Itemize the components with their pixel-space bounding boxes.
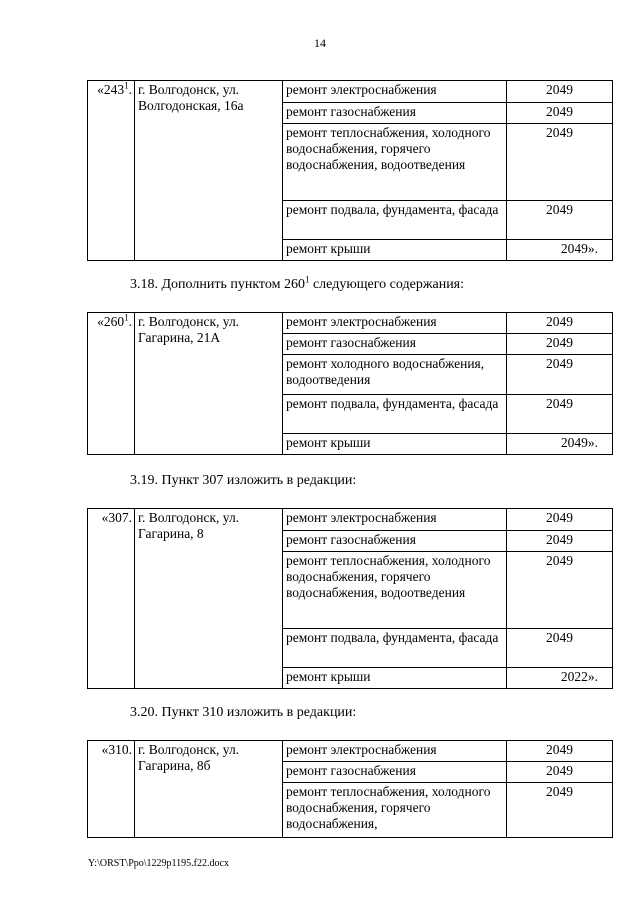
work-cell: ремонт теплоснабжения, холодного водоснабжения, горячего водоснабжения, водоотведения [283, 124, 507, 201]
work-cell: ремонт теплоснабжения, холодного водоснабжения, горячего водоснабжения, [283, 783, 507, 838]
footer-file-path: Y:\ORST\Ppo\1229p1195.f22.docx [88, 858, 229, 869]
work-cell: ремонт электроснабжения [283, 509, 507, 531]
year-cell: 2049 [507, 531, 613, 552]
entry-number: «307. [88, 509, 135, 689]
work-cell: ремонт газоснабжения [283, 334, 507, 355]
work-cell: ремонт электроснабжения [283, 313, 507, 334]
work-cell: ремонт крыши [283, 434, 507, 455]
work-cell: ремонт подвала, фундамента, фасада [283, 629, 507, 668]
paragraph-3-18: 3.18. Дополнить пунктом $260^1$ следующего содержания: [130, 274, 465, 292]
year-cell: 2049 [507, 201, 613, 240]
year-cell: 2049 [507, 509, 613, 531]
entry-number: «$260^1$. [88, 313, 135, 455]
work-cell: ремонт подвала, фундамента, фасада [283, 201, 507, 240]
year-cell: 2049 [507, 783, 613, 838]
entry-number: «$243^1$. [88, 81, 135, 261]
paragraph-3-20: 3.20. Пункт 310 изложить в редакции: [130, 705, 357, 720]
year-cell: 2049 [507, 629, 613, 668]
work-cell: ремонт подвала, фундамента, фасада [283, 395, 507, 434]
work-cell: ремонт газоснабжения [283, 762, 507, 783]
paragraph-3-19: 3.19. Пункт 307 изложить в редакции: [130, 473, 357, 488]
year-cell: 2049 [507, 81, 613, 103]
work-cell: ремонт газоснабжения [283, 531, 507, 552]
work-cell: ремонт холодного водоснабжения, водоотведения [283, 355, 507, 395]
table-entry-307 [87, 508, 613, 689]
work-cell: ремонт электроснабжения [283, 81, 507, 103]
work-cell: ремонт крыши [283, 668, 507, 689]
year-cell: 2049 [507, 313, 613, 334]
work-cell: ремонт электроснабжения [283, 741, 507, 762]
entry-address: г. Волгодонск, ул. Гагарина, 8б [135, 741, 283, 838]
entry-address: г. Волгодонск, ул. Гагарина, 21А [135, 313, 283, 455]
work-cell: ремонт крыши [283, 240, 507, 261]
year-cell: 2049 [507, 355, 613, 395]
page-number: 14 [314, 36, 326, 50]
year-cell: 2049 [507, 124, 613, 201]
year-cell: 2049 [507, 334, 613, 355]
year-cell: 2049 [507, 552, 613, 629]
year-cell: 2049 [507, 103, 613, 124]
work-cell: ремонт газоснабжения [283, 103, 507, 124]
year-cell: 2049 [507, 762, 613, 783]
year-cell: 2049». [507, 434, 613, 455]
entry-number: «310. [88, 741, 135, 838]
year-cell: 2049 [507, 395, 613, 434]
table-entry-243 [87, 80, 613, 261]
table-entry-260 [87, 312, 613, 455]
year-cell: 2049 [507, 741, 613, 762]
entry-address: г. Волгодонск, ул. Волгодонская, 16а [135, 81, 283, 261]
year-cell: 2049». [507, 240, 613, 261]
work-cell: ремонт теплоснабжения, холодного водоснабжения, горячего водоснабжения, водоотведения [283, 552, 507, 629]
entry-address: г. Волгодонск, ул. Гагарина, 8 [135, 509, 283, 689]
table-entry-310 [87, 740, 613, 838]
year-cell: 2022». [507, 668, 613, 689]
